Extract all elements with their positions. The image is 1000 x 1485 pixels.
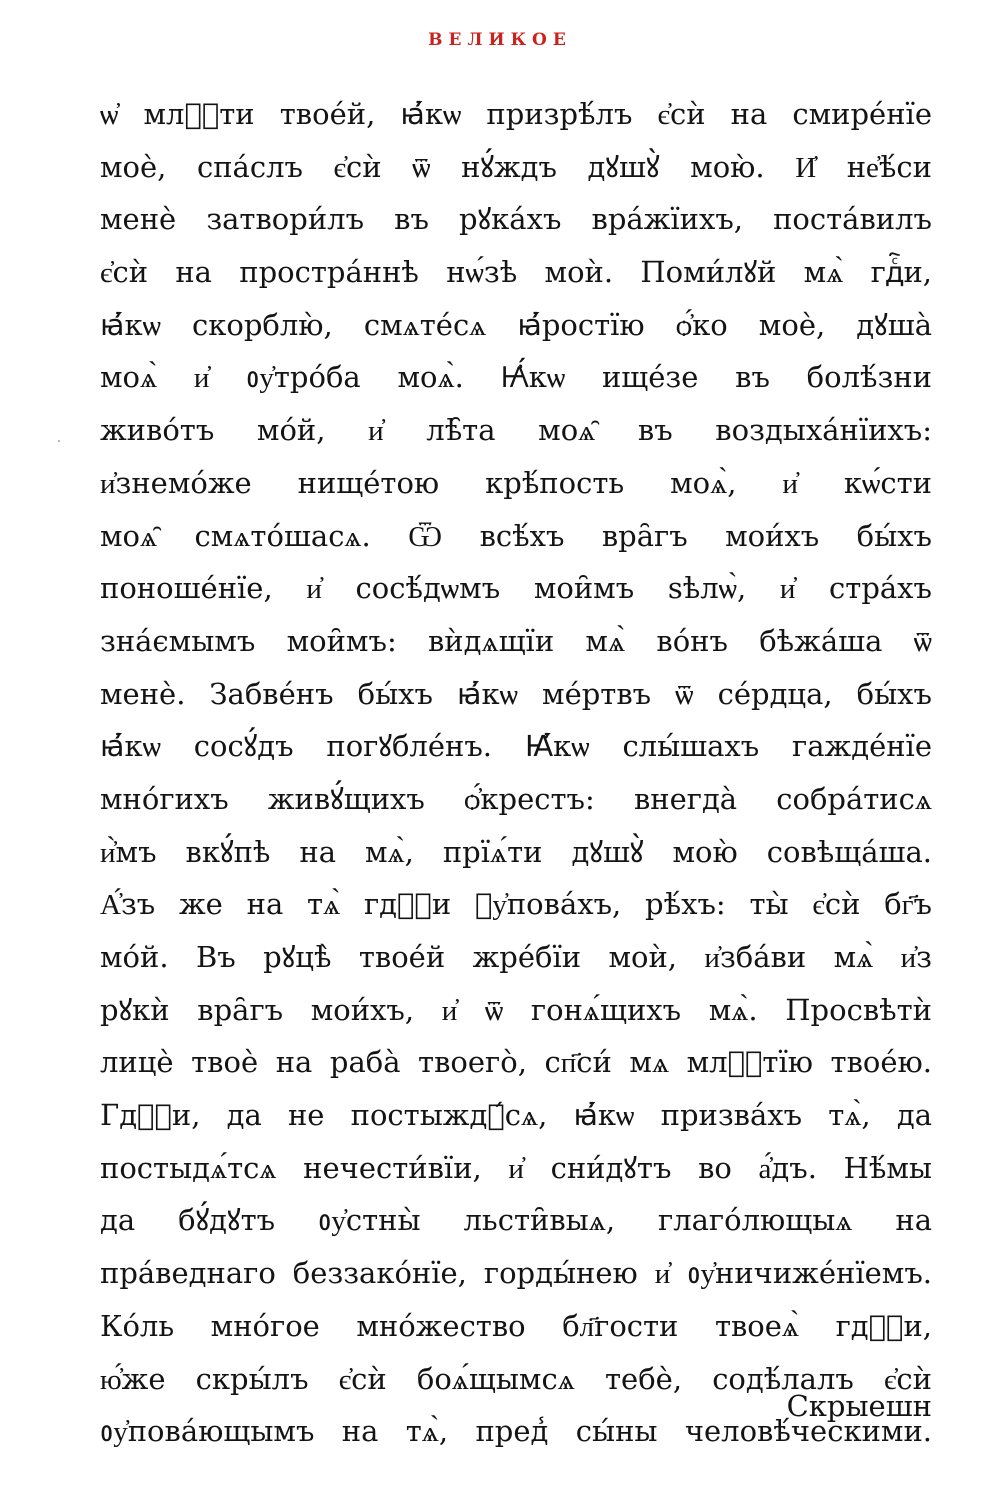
text-line-5: ꙗ҆́кѡ скорблю̀, смѧте́сѧ ꙗ҆́ростїю ѻ҆́ко моѐ, дꙋша̀ [100,307,932,342]
text-line-19: лицѐ твоѐ на раба̀ твоего̀, сп҃си́ мѧ млⷭ҇тїю твое́ю. [100,1045,932,1080]
text-line-21: постыдѧ́тсѧ нечести́вїи, и҆ сни́дꙋтъ во а҆́дъ. Нѣ́мы [100,1150,932,1185]
psalm-text-block [100,88,932,1458]
text-line-17: мо́й. Въ рꙋцѣ̀ твое́й жре́бїи моѝ, и҆зба́ви мѧ̀ и҆з [100,940,932,974]
running-title: ВЕЛИКОЕ [428,30,572,50]
text-line-6: моѧ̀ и҆ ᲂу҆тро́ба моѧ̀. Ꙗ҆́кѡ ище́зе въ болѣ́зни [100,360,932,395]
text-line-12: менѐ. Забве́нъ бы́хъ ꙗ҆́кѡ ме́ртвъ ѿ се́рдца, бы́хъ [100,676,932,711]
catchword: Скрыешн [786,1389,932,1423]
text-line-1: ѡ҆ млⷭ҇ти твое́й, ꙗ҆́кѡ призрѣ́лъ є҆сѝ на смире́нїе [100,97,932,131]
text-line-8: и҆знемо́же нище́тою крѣ́пость моѧ̀, и҆ кѡ́сти [100,465,932,500]
text-line-18: рꙋкѝ вра̑гъ мои́хъ, и҆ ѿ гонѧ́щихъ мѧ̀. Просвѣтѝ [100,992,932,1027]
text-line-20: Гдⷭ҇и, да не постыждꙋ́сѧ, ꙗ҆́кѡ призва́хъ тѧ̀, да [100,1098,932,1133]
text-line-7: живо́тъ мо́й, и҆ лѣ̑та моѧ̑ въ воздыха́нїихъ: [100,413,932,448]
text-line-14: мно́гихъ живꙋ́щихъ ѻ҆́крестъ: внегда̀ собра́тисѧ [100,781,932,816]
text-line-9: моѧ̑ смѧто́шасѧ. Ѿ всѣ́хъ вра̑гъ мои́хъ бы́хъ [100,518,932,553]
text-line-3: менѐ затвори́лъ въ рꙋка́хъ вра́жїихъ, поста́вилъ [100,202,932,237]
margin-dot [58,440,60,442]
text-line-15: и҆̀мъ вкꙋ́пѣ на мѧ̀, прїѧ́ти дꙋшꙋ̀ мою̀ совѣща́ша. [100,834,932,869]
text-line-10: поноше́нїе, и҆ сосѣ́дѡмъ мои̑мъ ѕѣлѡ̀, и҆ стра́хъ [100,571,932,606]
text-line-25: ю҆́же скры́лъ є҆сѝ боѧ́щымсѧ тебѐ, содѣ́лалъ є҆сѝ [100,1361,932,1396]
text-line-2: моѐ, спа́слъ є҆сѝ ѿ нꙋ́ждъ дꙋшꙋ̀ мою̀. И҆ не҆ѣ́си [100,149,932,184]
text-line-16: А҆́зъ же на тѧ̀ гдⷭ҇и ᲂу҆пова́хъ, рѣ́хъ: ты̀ є҆сѝ бг҃ъ [100,887,932,922]
text-line-22: да бꙋ́дꙋтъ ᲂу҆стны̀ льсти̑выѧ, глаго́лющыѧ на [100,1203,932,1238]
text-line-24: Ко́ль мно́гое мно́жество бл҃гости твоеѧ̀ гдⷭ҇и, [100,1308,932,1343]
text-line-26: ᲂу҆пова́ющымъ на тѧ̀, пред̾ сы́ны человѣ́ческими. [100,1414,932,1449]
text-line-4: є҆сѝ на простра́ннѣ нѡ́зѣ моѝ. Поми́лꙋй мѧ̀ гдⷭ҇и, [100,255,932,290]
text-line-23: пра́веднаго беззако́нїе, горды́нею и҆ ᲂу҆ничиже́нїемъ. [100,1256,932,1291]
text-line-11: зна́ємымъ мои̑мъ: вѝдѧщїи мѧ̀ во́нъ бѣжа́ша ѿ [100,623,932,658]
text-line-13: ꙗ҆́кѡ сосꙋ́дъ погꙋбле́нъ. Ꙗ҆́кѡ слы́шахъ гажде́нїе [100,729,932,764]
